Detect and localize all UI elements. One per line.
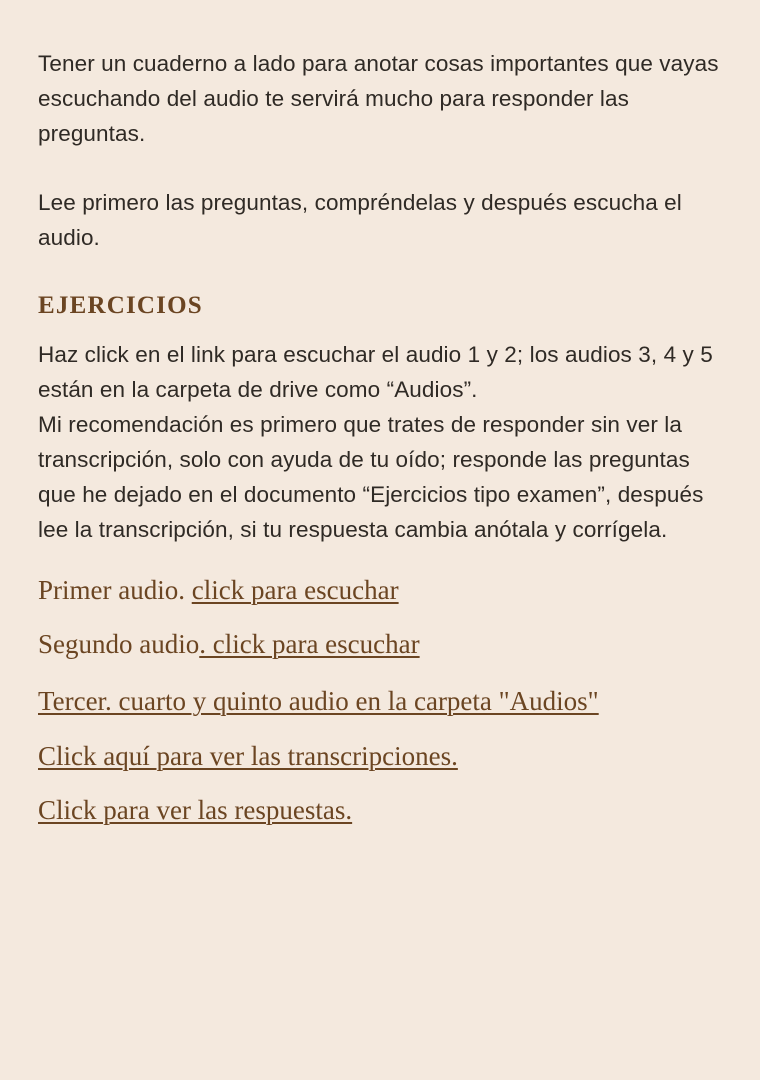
transcripciones-link[interactable]: Click aquí para ver las transcripciones. (38, 741, 458, 771)
spacer (38, 323, 722, 337)
link-row-respuestas (38, 791, 722, 829)
primer-audio-link[interactable]: click para escuchar (191, 575, 399, 605)
segundo-audio-link[interactable]: . click para escuchar (199, 629, 420, 659)
intro-paragraph-2: Lee primero las preguntas, compréndelas y después escucha el audio. (38, 190, 682, 250)
segundo-audio-label: Segundo audio (38, 629, 200, 659)
link-row-primer-audio (38, 571, 722, 609)
respuestas-link[interactable]: Click para ver las respuestas. (38, 795, 353, 825)
spacer (38, 151, 722, 185)
link-row-tercer-cuarto-quinto (38, 679, 698, 723)
instructions-paragraph-2: Mi recomendación es primero que trates de responder sin ver la transcripción, solo con ayuda de tu oído; responde las preguntas que he dejado en el documento “Ejercicios tipo examen”, después lee la transcripción, si tu respuesta cambia anótala y corrígela. (38, 412, 704, 542)
spacer (38, 255, 722, 289)
link-row-segundo-audio (38, 625, 722, 663)
link-row-transcripciones (38, 737, 722, 775)
audio-links-list (38, 571, 722, 829)
primer-audio-label: Primer audio. (38, 575, 185, 605)
intro-paragraph-1: Tener un cuaderno a lado para anotar cosas importantes que vayas escuchando del audio te servirá mucho para responder las preguntas. (38, 51, 719, 146)
section-heading-ejercicios: EJERCICIOS (38, 292, 203, 319)
instructions-paragraph-1: Haz click en el link para escuchar el audio 1 y 2; los audios 3, 4 y 5 están en la carpeta de drive como “Audios”. (38, 342, 713, 402)
carpeta-audios-link[interactable]: Tercer. cuarto y quinto audio en la carpeta "Audios" (38, 686, 599, 716)
